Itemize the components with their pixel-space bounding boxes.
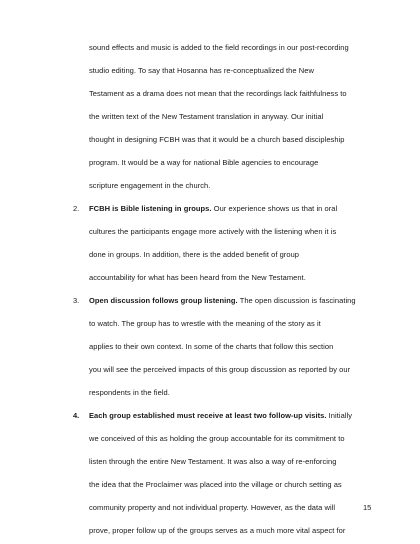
list-item-number: 3. — [73, 296, 80, 305]
text-line: we conceived of this as holding the group accountable for its commitment to — [89, 434, 345, 443]
list-item-text: The open discussion is fascinating — [239, 296, 356, 305]
text-line: Testament as a drama does not mean that the recordings lack faithfulness to — [89, 89, 347, 98]
text-line: sound effects and music is added to the field recordings in our post-recording — [89, 43, 349, 52]
text-line: community property and not individual property. However, as the data will — [89, 503, 336, 512]
text-line: accountability for what has been heard from the New Testament. — [89, 273, 306, 282]
text-line: cultures the participants engage more actively with the listening when it is — [89, 227, 337, 236]
text-line: done in groups. In addition, there is the added benefit of group — [89, 250, 300, 259]
text-line: applies to their own context. In some of the charts that follow this section — [89, 342, 334, 351]
text-line: the idea that the Proclaimer was placed into the village or church setting as — [89, 480, 342, 489]
text-line: studio editing. To say that Hosanna has re-conceptualized the New — [89, 66, 314, 75]
list-item-heading: Open discussion follows group listening. — [89, 296, 238, 305]
text-line: to watch. The group has to wrestle with the meaning of the story as it — [89, 319, 321, 328]
list-item-text: Initially — [328, 411, 353, 420]
list-item-number: 4. — [73, 411, 80, 420]
text-line: prove, proper follow up of the groups serves as a much more vital aspect for — [89, 526, 346, 535]
text-line: scripture engagement in the church. — [89, 181, 211, 190]
text-line: you will see the perceived impacts of this group discussion as reported by our — [89, 365, 351, 374]
text-line: respondents in the field. — [89, 388, 170, 397]
list-item-first-line — [89, 296, 356, 306]
list-item-number: 2. — [73, 204, 80, 213]
list-item-first-line — [89, 204, 337, 214]
list-item-heading: Each group established must receive at least two follow-up visits. — [89, 411, 327, 420]
page-number: 15 — [363, 503, 372, 512]
list-item-heading: FCBH is Bible listening in groups. — [89, 204, 212, 213]
text-line: the written text of the New Testament translation in anyway. Our initial — [89, 112, 324, 121]
list-item-first-line — [89, 411, 352, 421]
text-line: listen through the entire New Testament. It was also a way of re-enforcing — [89, 457, 337, 466]
text-line: thought in designing FCBH was that it would be a church based discipleship — [89, 135, 345, 144]
list-item-text: Our experience shows us that in oral — [213, 204, 338, 213]
text-line: program. It would be a way for national Bible agencies to encourage — [89, 158, 319, 167]
